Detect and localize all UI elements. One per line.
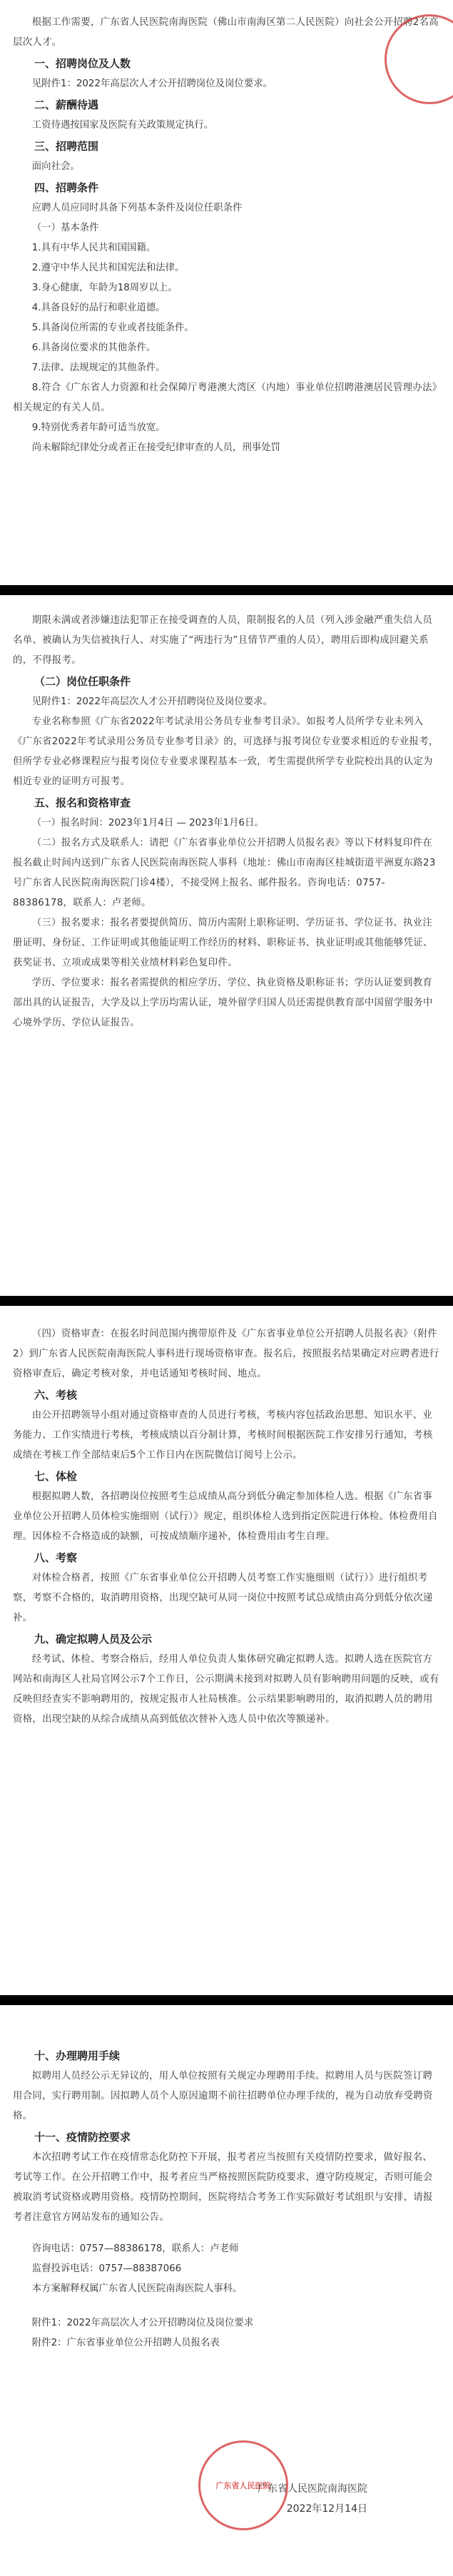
section-heading: 二、薪酬待遇 bbox=[34, 98, 99, 111]
section-heading: 六、考核 bbox=[34, 1389, 78, 1401]
issue-date: 2022年12月14日 bbox=[286, 2503, 367, 2515]
body-paragraph: 见附件1：2022年高层次人才公开招聘岗位及岗位要求。 bbox=[31, 696, 273, 707]
condition-item: 1.具有中华人民共和国国籍。 bbox=[31, 243, 156, 253]
body-paragraph: 经考试、体检、考察合格后，经用人单位负责人集体研究确定拟聘人选。拟聘人选在医院官方网站和南海区人社局官网公示7个工作日，公示期满未接到对拟聘人员有影响聘用问题的反映，或有反映但经查实不影响聘用的，按规定报市人社局核准。公示结果影响聘用的，取消拟聘人员的聘用资格，出现空缺的从综合成绩从高到低依次替补入选人员中依次等额递补。 bbox=[13, 1654, 439, 1725]
signature-block bbox=[258, 2479, 367, 2519]
supervision-phone: 监督投诉电话：0757—88387066 bbox=[31, 2263, 182, 2274]
section-heading: 九、确定拟聘人员及公示 bbox=[34, 1633, 153, 1646]
body-paragraph: 专业名称参照《广东省2022年考试录用公务员专业参考目录》。如报考人员所学专业未列入《广东省2022年考试录用公务员专业参考目录》的，可选择与报考岗位专业要求相近的专业报考，但所学专业必修课程应与报考岗位专业要求课程基本一致，考生需提供所学专业院校出具的认定为相近专业的证明方可报考。 bbox=[13, 716, 439, 787]
body-paragraph: 对体检合格者，按照《广东省事业单位公开招聘人员考察工作实施细则（试行）》进行组织考察，考察不合格的，取消聘用资格，出现空缺可从同一岗位中按照考试总成绩由高分到低分依次递补。 bbox=[13, 1573, 433, 1623]
section-heading: 八、考察 bbox=[34, 1551, 78, 1564]
section-heading: 五、报名和资格审查 bbox=[34, 796, 131, 809]
body-paragraph: 学历、学位要求：报名者需提供的相应学历、学位、执业资格及职称证书；学历认证要到教育部出具的认证报告，大学及以上学历均需认证，境外留学归国人员还需提供教育部中国留学服务中心境外学历、学位认证报告。 bbox=[13, 978, 433, 1028]
section-text: 见附件1：2022年高层次人才公开招聘岗位及岗位要求。 bbox=[31, 78, 273, 89]
section-text: 面向社会。 bbox=[31, 161, 80, 172]
condition-item: 6.具备岗位要求的其他条件。 bbox=[31, 343, 156, 353]
document-page-2 bbox=[0, 595, 453, 1296]
section-text: 工资待遇按国家及医院有关政策规定执行。 bbox=[31, 120, 214, 131]
document-page-3 bbox=[0, 1306, 453, 1995]
subsection-heading: （一）基本条件 bbox=[31, 223, 99, 233]
section-heading: 一、招聘岗位及人数 bbox=[34, 57, 131, 70]
body-paragraph: 拟聘用人员经公示无异议的，用人单位按照有关规定办理聘用手续。拟聘用人员与医院签订聘用合同，实行聘用制。因拟聘人员个人原因逾期不前往招聘单位办理手续的，视为自动放弃受聘资格。 bbox=[13, 2071, 433, 2121]
body-paragraph: （三）报名要求：报名者要提供简历、简历内需附上职称证明、学历证书、学位证书、执业注册证明、身份证、工作证明或其他能证明工作经历的材料、职称证书、执业证明或其他能够凭证、获奖证书、立项或成果等相关业绩材料彩色复印件。 bbox=[13, 918, 433, 968]
page-separator bbox=[0, 1296, 453, 1306]
condition-item: 7.法律、法规规定的其他条件。 bbox=[31, 362, 166, 373]
contact-phone: 咨询电话：0757—88386178，联系人：卢老师 bbox=[31, 2243, 239, 2254]
section-heading: 十一、疫情防控要求 bbox=[34, 2131, 131, 2144]
document-page-4 bbox=[0, 2005, 453, 2576]
section-heading: 四、招聘条件 bbox=[34, 181, 99, 194]
explanation-note: 本方案解释权属广东省人民医院南海医院人事科。 bbox=[31, 2283, 243, 2294]
section-heading: 七、体检 bbox=[34, 1470, 78, 1483]
section-text: 应聘人员应同时具备下列基本条件及岗位任职条件 bbox=[31, 203, 243, 213]
body-paragraph: 由公开招聘领导小组对通过资格审查的人员进行考核，考核内容包括政治思想、知识水平、业务能力、工作实绩进行考核，考核成绩以百分制计算，考核时间根据医院工作安排另行通知，考核成绩在考核工作全部结束后5个工作日内在医院微信订阅号上公示。 bbox=[13, 1410, 433, 1461]
condition-item: 尚未解除纪律处分或者正在接受纪律审查的人员，刑事处罚 bbox=[31, 442, 280, 453]
subsection-heading: （二）岗位任职条件 bbox=[34, 675, 131, 688]
intro-paragraph: 根据工作需要，广东省人民医院南海医院（佛山市南海区第二人民医院）向社会公开招聘2名高层次人才。 bbox=[13, 17, 439, 48]
condition-item: 9.特别优秀者年龄可适当放宽。 bbox=[31, 422, 166, 433]
condition-item: 8.符合《广东省人力资源和社会保障厅粤港澳大湾区（内地）事业单位招聘港澳居民管理办法》相关规定的有关人员。 bbox=[13, 382, 437, 413]
body-paragraph: 期限未满或者涉嫌违法犯罪正在接受调查的人员，限制报名的人员（列入涉金融严重失信人员名单、被确认为失信被执行人、对实施了“两违行为”且情节严重的人员），聘用后即构成回避关系的，不得报考。 bbox=[13, 615, 433, 666]
section-heading: 三、招聘范围 bbox=[34, 140, 99, 153]
attachment-1: 附件1：2022年高层次人才公开招聘岗位及岗位要求 bbox=[31, 2318, 254, 2328]
page-separator bbox=[0, 585, 453, 595]
body-paragraph: （四）资格审查：在报名时间范围内携带原件及《广东省事业单位公开招聘人员报名表》（附件2）到广东省人民医院南海医院人事科进行现场资格审查。报名后，按照报名结果确定对应聘者进行资格审查后，确定考核对象，并电话通知考核时间、地点。 bbox=[13, 1329, 439, 1379]
section-heading: 十、办理聘用手续 bbox=[34, 2049, 121, 2062]
body-paragraph: 根据拟聘人数，各招聘岗位按照考生总成绩从高分到低分确定参加体检人选。根据《广东省事业单位公开招聘人员体检实施细则（试行）》规定，组织体检人选到指定医院进行体检。体检费用自理。因体检不合格造成的缺额，可按成绩顺序递补，体检费用由考生自理。 bbox=[13, 1491, 438, 1542]
condition-item: 2.遵守中华人民共和国宪法和法律。 bbox=[31, 263, 185, 273]
document-page-1 bbox=[0, 0, 453, 585]
body-paragraph: （二）报名方式及联系人：请把《广东省事业单位公开招聘人员报名表》等以下材料复印件在报名截止时间内送到广东省人民医院南海医院人事科（地址：佛山市南海区桂城街道平洲夏东路23号广东省人民医院南海医院门诊4楼），不接受网上报名、邮件报名。咨询电话：0757-88386178，联系人：卢老师。 bbox=[13, 838, 436, 908]
body-paragraph: 本次招聘考试工作在疫情常态化防控下开展，报考者应当按照有关疫情防控要求，做好报名、考试等工作。在公开招聘工作中，报考者应当严格按照医院防疫要求，遵守防疫规定，否则可能会被取消考试资格或聘用资格。疫情防控期间，医院将结合考务工作实际做好考试组织与安排，请报考者注意官方网站发布的通知公告。 bbox=[13, 2152, 433, 2223]
body-paragraph: （一）报名时间：2023年1月4日 — 2023年1月6日。 bbox=[31, 818, 264, 828]
condition-item: 3.身心健康，年龄为18周岁以上。 bbox=[31, 283, 178, 293]
issuer-name: 广东省人民医院南海医院 bbox=[258, 2483, 367, 2495]
attachment-2: 附件2：广东省事业单位公开招聘人员报名表 bbox=[31, 2338, 220, 2348]
page-separator bbox=[0, 1995, 453, 2005]
condition-item: 5.具备岗位所需的专业或者技能条件。 bbox=[31, 323, 194, 333]
seal-text: 广东省人民医院 bbox=[215, 2481, 271, 2490]
condition-item: 4.具备良好的品行和职业道德。 bbox=[31, 303, 166, 313]
